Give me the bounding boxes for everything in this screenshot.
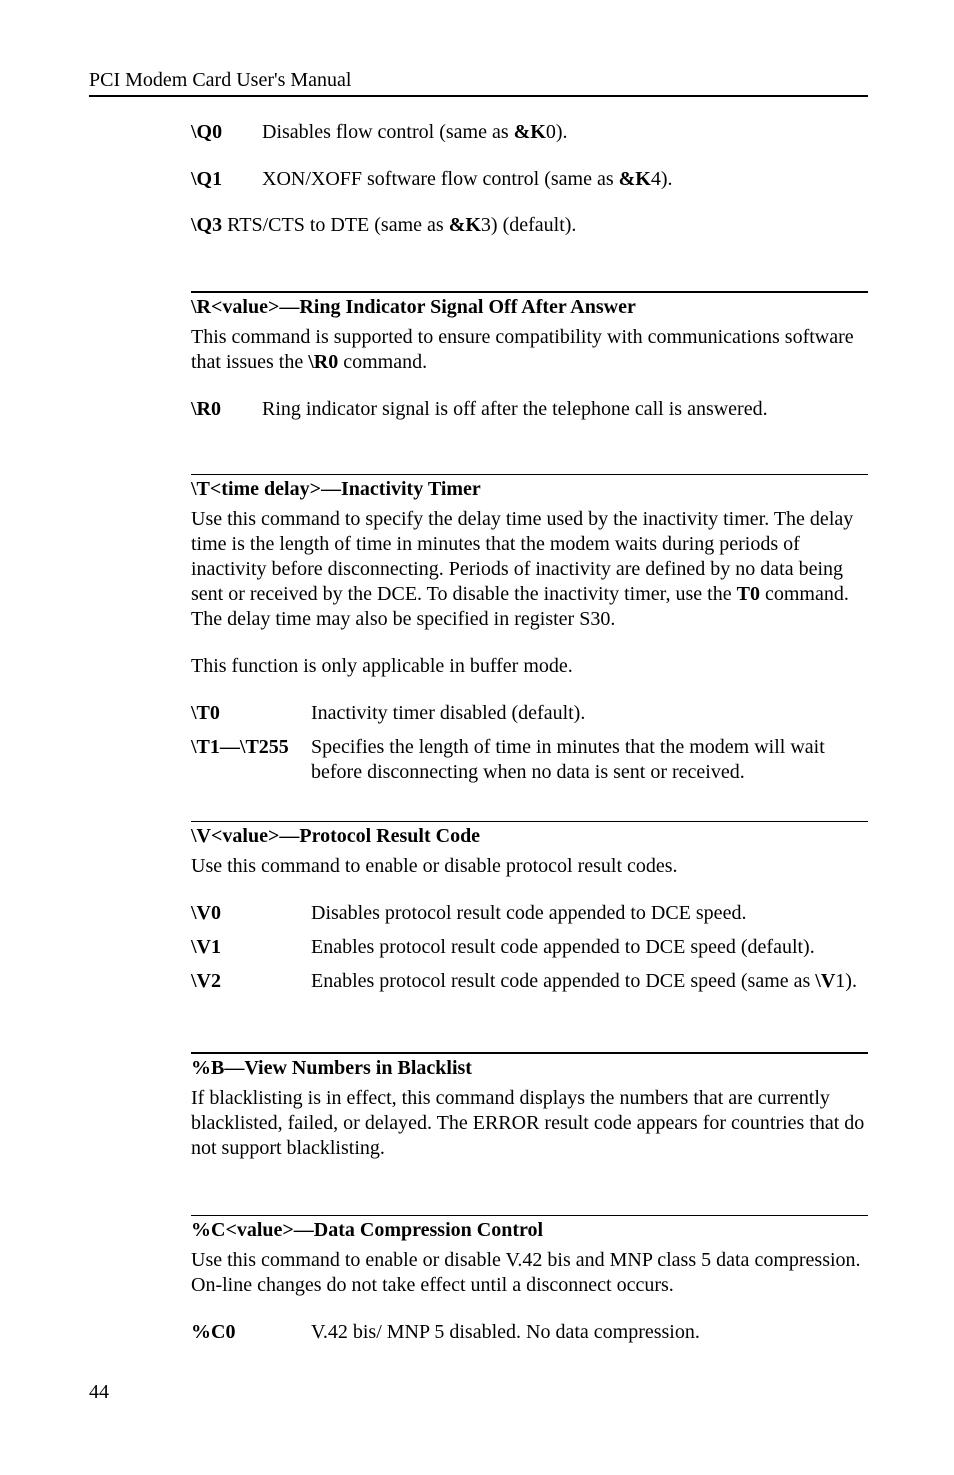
command-code: \R0 — [191, 398, 221, 420]
entry-t1-t255 — [191, 735, 868, 785]
command-code: %C0 — [191, 1321, 236, 1343]
section-paragraph: Use this command to enable or disable V.42 bis and MNP class 5 data compression. On-line changes do not take effect until a disconnect occurs. — [191, 1249, 861, 1296]
section-paragraph-2: This function is only applicable in buffer mode. — [191, 655, 573, 677]
section-data-compression — [191, 1215, 868, 1345]
command-code: \T1—\T255 — [191, 736, 289, 758]
command-code: \Q0 — [191, 121, 223, 143]
entry-c0 — [191, 1320, 868, 1345]
running-header: PCI Modem Card User's Manual — [89, 68, 868, 97]
command-description: Disables flow control (same as &K0). — [262, 121, 568, 143]
section-title: \T<time delay>—Inactivity Timer — [191, 474, 868, 502]
section-paragraph: If blacklisting is in effect, this command displays the numbers that are currently blacklisted, failed, or delayed. The ERROR result code appears for countries that do not support blacklisting. — [191, 1087, 865, 1159]
entry-v1 — [191, 935, 868, 960]
section-inactivity-timer — [191, 474, 868, 785]
entry-q0 — [191, 120, 868, 145]
section-title: %B—View Numbers in Blacklist — [191, 1052, 868, 1081]
command-code: \V1 — [191, 936, 221, 958]
section-paragraph: This command is supported to ensure compatibility with communications software that issues the \R0 command. — [191, 326, 854, 373]
section-title: %C<value>—Data Compression Control — [191, 1215, 868, 1243]
section-ring-indicator — [191, 291, 868, 422]
entry-t0 — [191, 701, 868, 726]
command-description: Specifies the length of time in minutes that the modem will wait before disconnecting when no data is sent or received. — [311, 736, 825, 783]
page-number: 44 — [89, 1381, 109, 1403]
command-description: Ring indicator signal is off after the telephone call is answered. — [262, 398, 768, 420]
section-paragraph: Use this command to enable or disable protocol result codes. — [191, 855, 678, 877]
command-description: Inactivity timer disabled (default). — [311, 702, 586, 724]
command-code: \Q1 — [191, 168, 223, 190]
command-description: XON/XOFF software flow control (same as &K4). — [262, 168, 673, 190]
entry-q1 — [191, 167, 868, 192]
command-code: \Q3 — [191, 214, 223, 236]
section-paragraph: Use this command to specify the delay time used by the inactivity timer. The delay time is the length of time in minutes that the modem waits during periods of inactivity before disconnecting. Periods of inactivity are defined by no data being sent or received by the DCE. To disable the inactivity timer, use the T0 command. The delay time may also be specified in register S30. — [191, 508, 854, 630]
entry-v2 — [191, 969, 868, 994]
command-code: \V0 — [191, 902, 221, 924]
command-description: Enables protocol result code appended to DCE speed (same as \V1). — [311, 970, 857, 992]
section-title: \V<value>—Protocol Result Code — [191, 821, 868, 849]
command-code: \V2 — [191, 970, 221, 992]
command-code: \T0 — [191, 702, 220, 724]
section-blacklist — [191, 1052, 868, 1161]
command-description: V.42 bis/ MNP 5 disabled. No data compression. — [311, 1321, 700, 1343]
entry-v0 — [191, 901, 868, 926]
flow-control-list — [191, 120, 868, 238]
command-description: Disables protocol result code appended to DCE speed. — [311, 902, 747, 924]
entry-q3: \Q3 RTS/CTS to DTE (same as &K3) (default). — [191, 214, 577, 236]
command-description: Enables protocol result code appended to DCE speed (default). — [311, 936, 815, 958]
entry-r0 — [191, 397, 868, 422]
section-protocol-result-code — [191, 821, 868, 994]
section-title: \R<value>—Ring Indicator Signal Off After Answer — [191, 291, 868, 320]
